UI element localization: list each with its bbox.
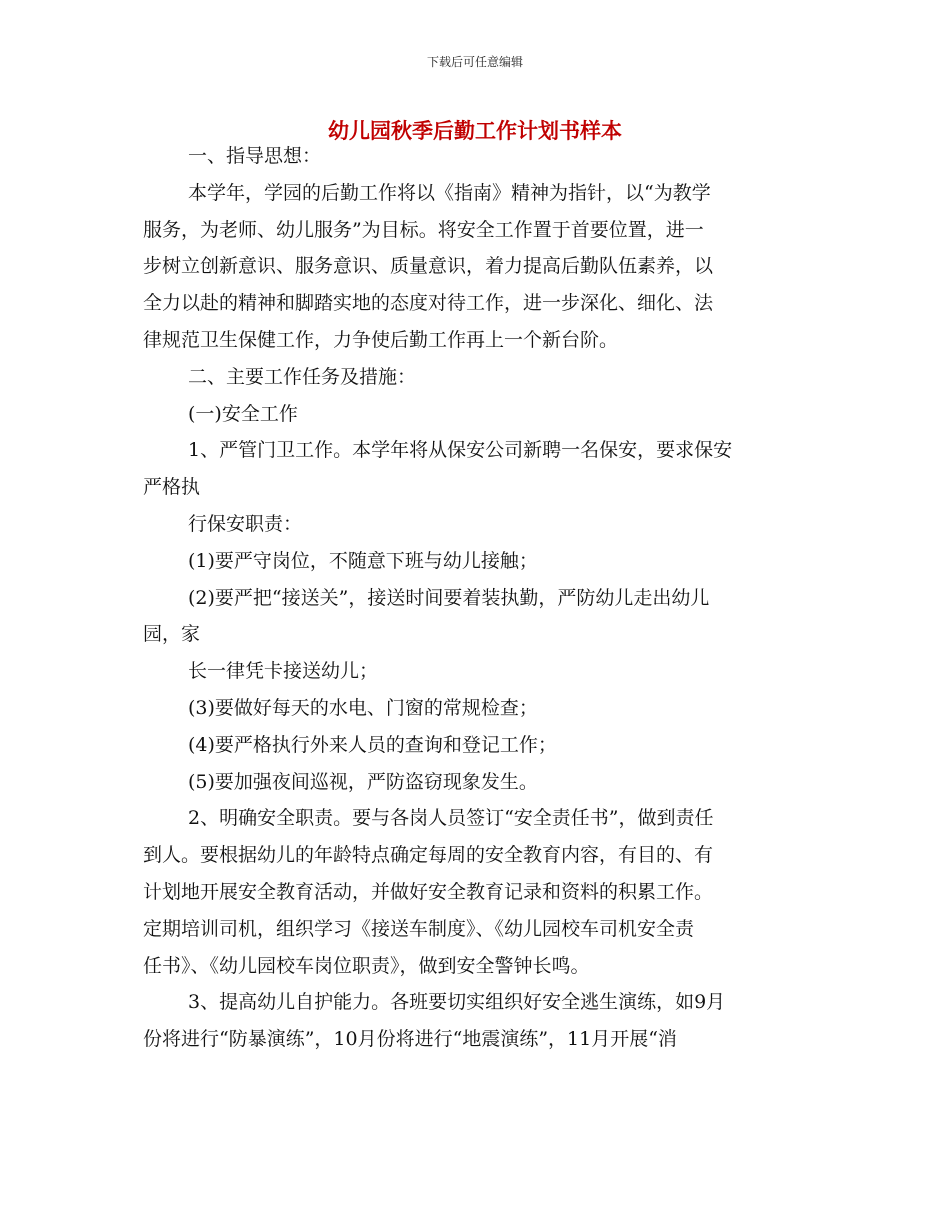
text-line: 本学年，学园的后勤工作将以《指南》精神为指针，以“为教学 <box>188 181 711 204</box>
text-line: (2)要严把“接送关”，接送时间要着装执勤，严防幼儿走出幼儿 <box>188 586 710 609</box>
document-title: 幼儿园秋季后勤工作计划书样本 <box>328 119 622 143</box>
text-line: 任书》、《幼儿园校车岗位职责》，做到安全警钟长鸣。 <box>143 954 590 977</box>
text-line: 全力以赴的精神和脚踏实地的态度对待工作，进一步深化、细化、法 <box>143 292 714 315</box>
text-line: (4)要严格执行外来人员的查询和登记工作； <box>188 733 557 756</box>
text-line: 3、提高幼儿自护能力。各班要切实组织好安全逃生演练，如9月 <box>188 991 726 1014</box>
page-header-note: 下载后可任意编辑 <box>426 55 523 69</box>
text-line: 园，家 <box>143 623 201 646</box>
text-line: 长一律凭卡接送幼儿； <box>188 660 379 683</box>
text-line: (一)安全工作 <box>188 402 298 425</box>
text-line: (5)要加强夜间巡视，严防盗窃现象发生。 <box>188 770 538 793</box>
text-line: 律规范卫生保健工作，力争使后勤工作再上一个新台阶。 <box>143 328 619 351</box>
text-line: 份将进行“防暴演练”，10月份将进行“地震演练”，11月开展“消 <box>143 1028 677 1051</box>
text-line: 定期培训司机，组织学习《接送车制度》、《幼儿园校车司机安全责 <box>143 917 695 940</box>
text-line: 到人。要根据幼儿的年龄特点确定每周的安全教育内容，有目的、有 <box>143 844 714 867</box>
text-line: (1)要严守岗位，不随意下班与幼儿接触； <box>188 549 538 572</box>
text-line: 2、明确安全职责。要与各岗人员签订“安全责任书”，做到责任 <box>188 807 714 830</box>
text-line: (3)要做好每天的水电、门窗的常规检查； <box>188 696 538 719</box>
document-body <box>143 138 813 1058</box>
text-line: 步树立创新意识、服务意识、质量意识，着力提高后勤队伍素养，以 <box>143 255 714 278</box>
text-line: 服务，为老师、幼儿服务”为目标。将安全工作置于首要位置，进一 <box>143 218 704 241</box>
text-line: 计划地开展安全教育活动，并做好安全教育记录和资料的积累工作。 <box>143 880 714 903</box>
text-line: 行保安职责： <box>188 512 303 535</box>
text-line: 二、主要工作任务及措施： <box>188 365 417 388</box>
text-line: 1、严管门卫工作。本学年将从保安公司新聘一名保安，要求保安 <box>188 439 733 462</box>
text-line: 一、指导思想： <box>188 145 322 167</box>
text-line: 严格执 <box>143 476 201 499</box>
